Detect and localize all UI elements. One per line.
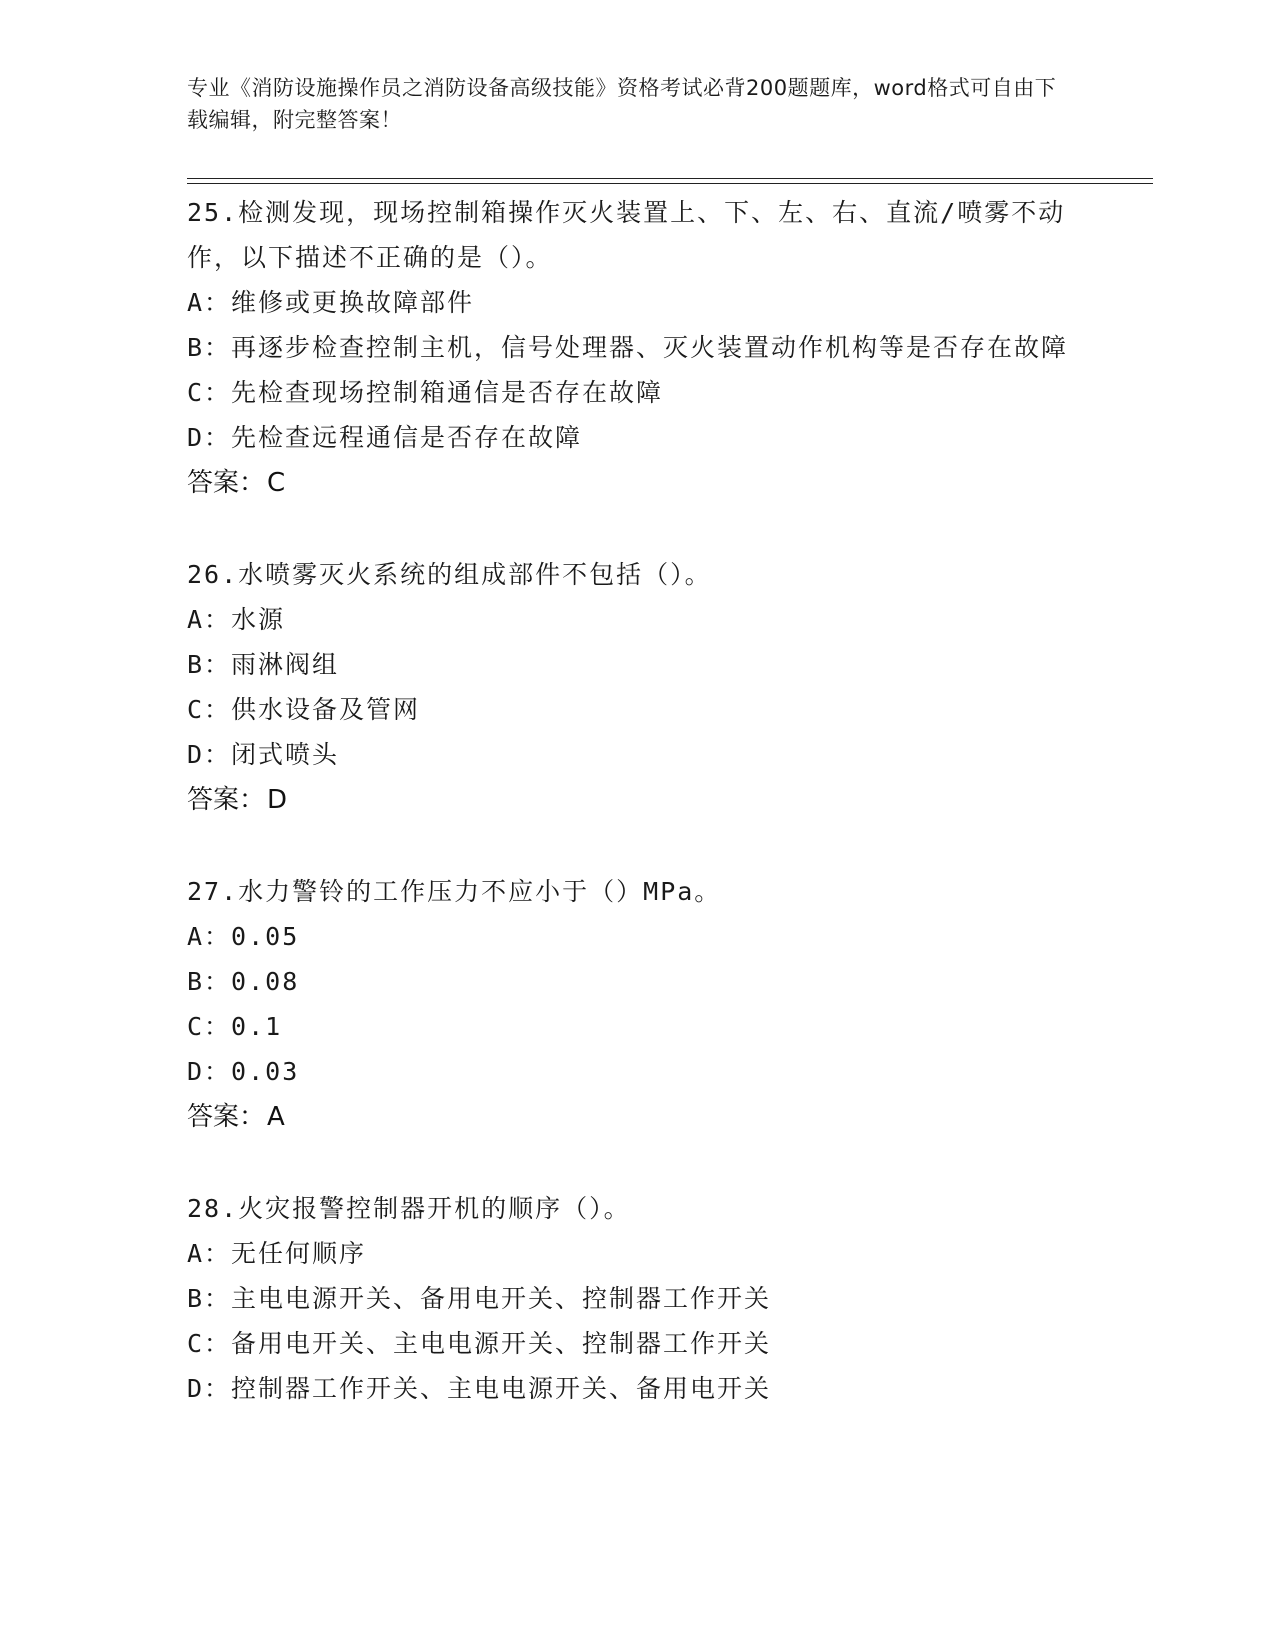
answer-label: 答案：	[187, 785, 266, 815]
question-stem: 28.火灾报警控制器开机的顺序（）。	[187, 1194, 631, 1223]
option-c: C：先检查现场控制箱通信是否存在故障	[187, 378, 664, 407]
header-divider-bottom	[187, 183, 1153, 184]
question-28	[187, 1186, 1087, 1411]
option-b: B：雨淋阀组	[187, 650, 340, 679]
document-header	[187, 72, 1067, 136]
option-d: D：控制器工作开关、主电电源开关、备用电开关	[187, 1374, 772, 1403]
question-26	[187, 552, 1087, 823]
answer-value: C	[267, 468, 286, 498]
option-a: A：无任何顺序	[187, 1239, 367, 1268]
option-d: D：先检查远程通信是否存在故障	[187, 423, 583, 452]
header-text: 专业《消防设施操作员之消防设备高级技能》资格考试必背200题题库，word格式可自由下载编辑，附完整答案！	[187, 76, 1057, 132]
question-list	[187, 190, 1087, 1457]
header-divider-top	[187, 178, 1153, 179]
answer-value: A	[267, 1102, 285, 1132]
question-stem: 27.水力警铃的工作压力不应小于（）MPa。	[187, 877, 722, 906]
option-c: C：0.1	[187, 1012, 283, 1041]
question-25	[187, 190, 1087, 506]
answer-label: 答案：	[187, 468, 266, 498]
option-b: B：再逐步检查控制主机，信号处理器、灭火装置动作机构等是否存在故障	[187, 333, 1069, 362]
answer-line	[187, 1094, 1087, 1140]
answer-label: 答案：	[187, 1102, 266, 1132]
question-stem: 25.检测发现，现场控制箱操作灭火装置上、下、左、右、直流/喷雾不动作，以下描述不正确的是（）。	[187, 198, 1066, 272]
answer-line	[187, 460, 1087, 506]
question-27	[187, 869, 1087, 1140]
answer-line	[187, 777, 1087, 823]
option-d: D：0.03	[187, 1057, 300, 1086]
option-d: D：闭式喷头	[187, 740, 340, 769]
option-b: B：主电电源开关、备用电开关、控制器工作开关	[187, 1284, 772, 1313]
option-a: A：维修或更换故障部件	[187, 288, 475, 317]
option-a: A：0.05	[187, 922, 300, 951]
question-stem: 26.水喷雾灭火系统的组成部件不包括（）。	[187, 560, 712, 589]
option-c: C：供水设备及管网	[187, 695, 421, 724]
option-a: A：水源	[187, 605, 286, 634]
answer-value: D	[267, 785, 288, 815]
option-c: C：备用电开关、主电电源开关、控制器工作开关	[187, 1329, 772, 1358]
option-b: B：0.08	[187, 967, 300, 996]
